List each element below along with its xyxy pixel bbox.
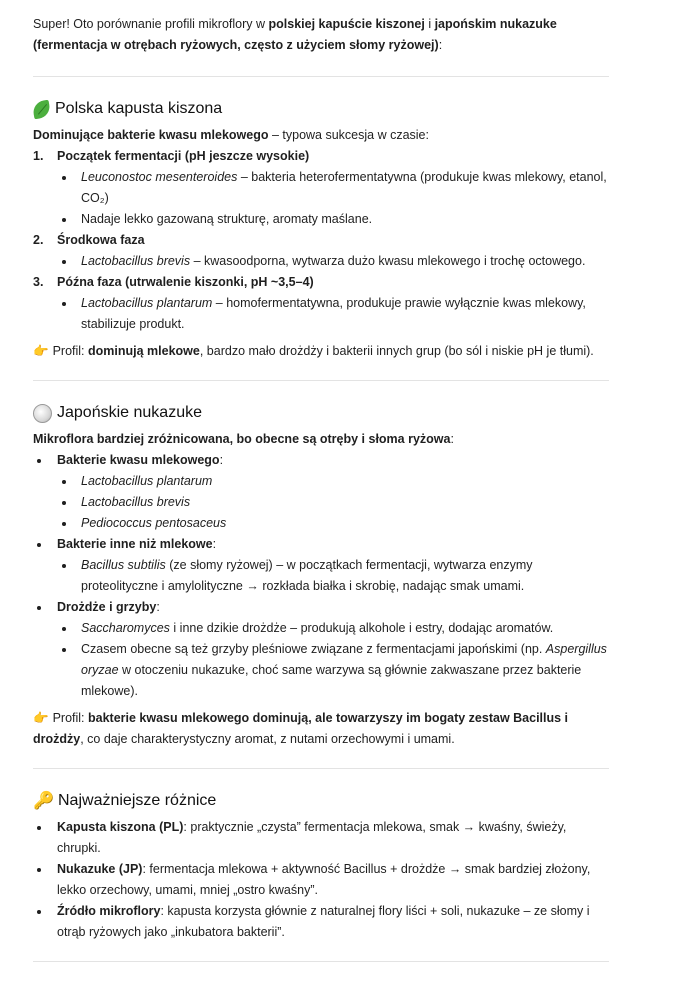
list-item [57, 513, 609, 534]
intro-paragraph [33, 14, 609, 56]
lead-bold: Dominujące bakterie kwasu mlekowego [33, 128, 269, 142]
stage-title: Początek fermentacji (pH jeszcze wysokie) [57, 149, 310, 163]
stage-item [33, 230, 609, 272]
item-text: i inne dzikie drożdże – produkują alkohole i estry, dodając aromatów. [169, 621, 554, 635]
species-name: Lactobacillus brevis [81, 495, 191, 509]
species-name: Lactobacillus plantarum [81, 474, 213, 488]
item-text: Nadaje lekko gazowaną strukturę, aromaty maślane. [81, 212, 373, 226]
section-title: Japońskie nukazuke [57, 404, 202, 421]
species-name: Aspergillus oryzae [81, 642, 607, 677]
list-item [33, 901, 609, 943]
list-item [57, 639, 609, 702]
list-item [33, 817, 609, 859]
stage-number: 1. [33, 149, 44, 163]
leafy-green-icon [32, 99, 52, 119]
list-item [33, 859, 609, 901]
key-icon: 🔑 [33, 791, 55, 810]
intro-text: i [424, 17, 435, 31]
stage-sublist [57, 167, 609, 230]
lead-text: – typowa sukcesja w czasie: [268, 128, 429, 142]
divider [33, 76, 609, 77]
lead-bold: Mikroflora bardziej zróżnicowana, bo obecne są otręby i słoma ryżowa [33, 432, 451, 446]
note-text: , bardzo mało drożdży i bakterii innych grup (bo sól i niskie pH je tłumi). [199, 344, 594, 358]
group-sublist [57, 471, 609, 534]
note-text: Profil: [52, 711, 89, 725]
note-text: , co daje charakterystyczny aromat, z nutami orzechowymi i umami. [80, 732, 455, 746]
stage-title: Środkowa faza [57, 233, 145, 247]
pointing-hand-icon: 👉 [33, 344, 49, 358]
item-text: – homofermentatywna, produkuje prawie wyłącznie kwas mlekowy, stabilizuje produkt. [81, 296, 586, 331]
intro-bold-note: (fermentacja w otrębach ryżowych, często z użyciem słomy ryżowej) [33, 38, 439, 52]
note-bold: bakterie kwasu mlekowego dominują, ale towarzyszy im bogaty zestaw Bacillus i drożdży [33, 711, 569, 746]
stage-title: Późna faza (utrwalenie kiszonki, pH ~3,5–4) [57, 275, 314, 289]
japanese-profile-note [33, 708, 609, 750]
stage-number: 3. [33, 275, 44, 289]
stage-sublist [57, 251, 609, 272]
list-item [57, 209, 609, 230]
polish-profile-note [33, 341, 609, 362]
item-text: Czasem obecne są też grzyby pleśniowe związane z fermentacjami japońskimi (np. [81, 642, 546, 656]
list-item [57, 555, 609, 597]
divider [33, 768, 609, 769]
intro-bold-polish: polskiej kapuście kiszonej [268, 17, 425, 31]
polish-lead [33, 125, 609, 146]
section-heading-differences [33, 789, 609, 813]
item-text: (ze słomy ryżowej) – w początkach fermentacji, wytwarza enzymy proteolityczne i amylolityczne → rozkłada białka i skrobię, nadając smak umami. [81, 558, 533, 593]
item-text: : fermentacja mlekowa + aktywność Bacillus + drożdże → smak bardziej złożony, lekko orzechowy, umami, mniej „ostro kwaśny”. [57, 862, 591, 897]
divider [33, 380, 609, 381]
stage-number: 2. [33, 233, 44, 247]
section-heading-polish [33, 97, 609, 121]
stage-item [33, 272, 609, 335]
species-name: Pediococcus pentosaceus [81, 516, 227, 530]
group-sublist [57, 618, 609, 702]
item-bold: Kapusta kiszona (PL) [57, 820, 184, 834]
section-title: Najważniejsze różnice [58, 792, 217, 809]
item-text: – bakteria heterofermentatywna (produkuje kwas mlekowy, etanol, CO₂) [81, 170, 607, 205]
stage-sublist [57, 293, 609, 335]
rice-ball-icon [33, 404, 52, 423]
list-item [57, 251, 609, 272]
group-title: Drożdże i grzyby [57, 600, 157, 614]
note-bold: dominują mlekowe [88, 344, 200, 358]
list-item [57, 492, 609, 513]
species-name: Leuconostoc mesenteroides [81, 170, 238, 184]
list-item [57, 167, 609, 209]
list-item [57, 618, 609, 639]
note-text: Profil: [52, 344, 89, 358]
section-title: Polska kapusta kiszona [55, 100, 223, 117]
group-sublist [57, 555, 609, 597]
stage-item [33, 146, 609, 230]
japanese-groups-list [33, 450, 609, 702]
group-item: Drożdże i grzyby: Saccharomyces i inne dzikie drożdże – produkują alkohole i estry, dodając aromatów. Czasem obecne są też grzyby pleśniowe związane z fermentacjami japońskimi (np. Aspergillus oryzae w otoczeniu nukazuke, choć same warzywa są głównie zakwaszane przez bakterie mlekowe). [33, 597, 609, 702]
group-item: Bakterie kwasu mlekowego: Lactobacillus plantarum Lactobacillus brevis Pediococcus pentosaceus [33, 450, 609, 534]
list-item [57, 293, 609, 335]
species-name: Bacillus subtilis [81, 558, 166, 572]
group-item: Bakterie inne niż mlekowe: Bacillus subtilis (ze słomy ryżowej) – w początkach fermentacji, wytwarza enzymy proteolityczne i amylolityczne → rozkłada białka i skrobię, nadając smak umami. [33, 534, 609, 597]
differences-list [33, 817, 609, 943]
item-text: w otoczeniu nukazuke, choć same warzywa są głównie zakwaszane przez bakterie mlekowe). [81, 663, 582, 698]
species-name: Saccharomyces [81, 621, 170, 635]
group-title: Bakterie kwasu mlekowego [57, 453, 220, 467]
polish-stages-list [33, 146, 609, 335]
species-name: Lactobacillus plantarum [81, 296, 213, 310]
japanese-lead [33, 429, 609, 450]
species-name: Lactobacillus brevis [81, 254, 191, 268]
intro-text: : [438, 38, 443, 52]
divider [33, 961, 609, 962]
item-bold: Nukazuke (JP) [57, 862, 143, 876]
pointing-hand-icon: 👉 [33, 711, 49, 725]
intro-bold-japanese: japońskim nukazuke [434, 17, 557, 31]
group-title: Bakterie inne niż mlekowe [57, 537, 213, 551]
intro-text: Super! Oto porównanie profili mikroflory w [33, 17, 269, 31]
item-text: : kapusta korzysta głównie z naturalnej flory liści + soli, nukazuke – ze słomy i otrąb ryżowych jako „inkubatora bakterii”. [57, 904, 590, 939]
lead-text: : [450, 432, 454, 446]
section-heading-japanese [33, 401, 609, 425]
item-bold: Źródło mikroflory [57, 904, 161, 918]
item-text: : praktycznie „czysta” fermentacja mlekowa, smak → kwaśny, świeży, chrupki. [57, 820, 567, 855]
item-text: – kwasoodporna, wytwarza dużo kwasu mlekowego i trochę octowego. [190, 254, 586, 268]
list-item [57, 471, 609, 492]
